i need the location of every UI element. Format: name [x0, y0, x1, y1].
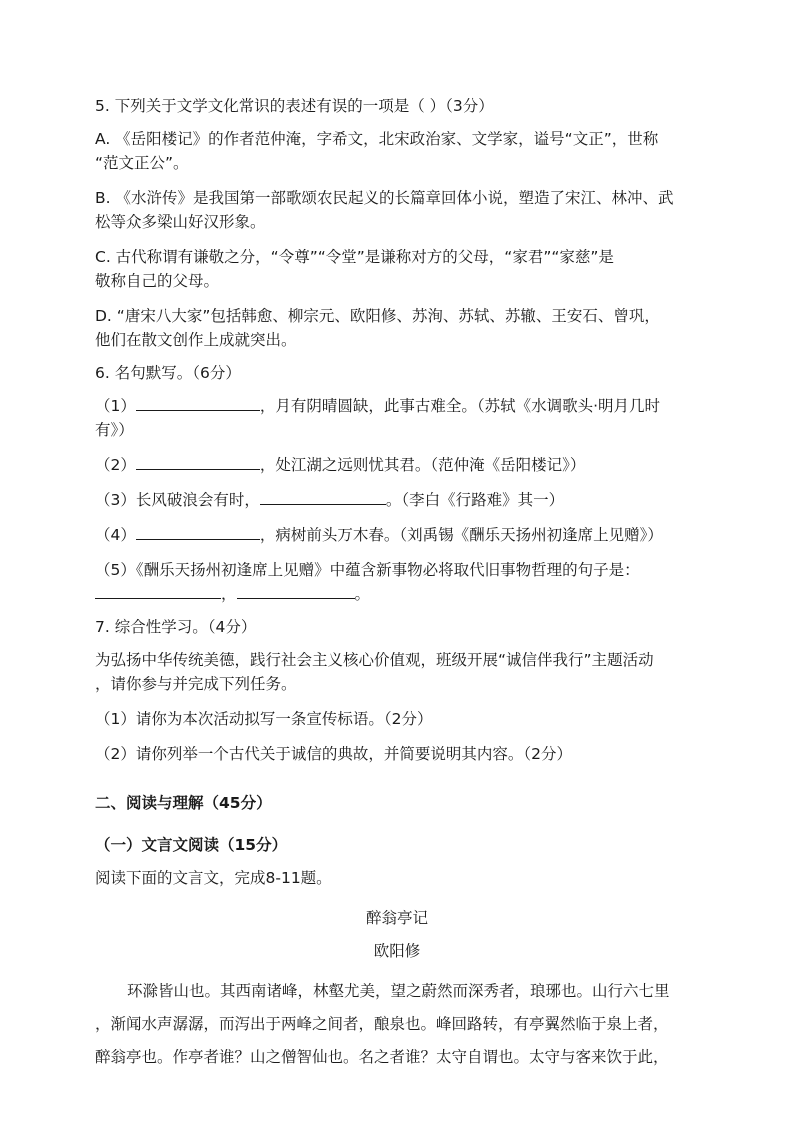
- question-7-task-2: （2）请你列举一个古代关于诚信的典故，并简要说明其内容。（2分）: [95, 745, 572, 763]
- dictation-blank-1[interactable]: [136, 394, 260, 411]
- dictation-item-2-text: ，处江湖之远则忧其君。（范仲淹《岳阳楼记》）: [259, 456, 586, 474]
- question-7-intro-line2: ，请你参与并完成下列任务。: [95, 675, 297, 693]
- dictation-item-5-blanks: [95, 582, 699, 606]
- question-5-stem: 5. 下列关于文学文化常识的表述有误的一项是（ ）（3分）: [95, 97, 494, 115]
- dictation-item-5-separator: ，: [221, 585, 237, 603]
- dictation-blank-4[interactable]: [136, 523, 260, 540]
- dictation-item-1-continued: 有》）: [95, 421, 134, 439]
- dictation-blank-5b[interactable]: [237, 582, 355, 599]
- passage-line-1: 环滁皆山也。其西南诸峰，林壑尤美，望之蔚然而深秀者，琅琊也。山行六七里: [127, 982, 670, 1000]
- dictation-blank-2[interactable]: [136, 453, 260, 470]
- option-c-line2: 敬称自己的父母。: [95, 272, 220, 290]
- passage-author: 欧阳修: [373, 942, 421, 960]
- question-7-stem: 7. 综合性学习。（4分）: [95, 618, 257, 636]
- option-b-line1: B. 《水浒传》是我国第一部歌颂农民起义的长篇章回体小说，塑造了宋江、林冲、武: [95, 189, 674, 207]
- reading-instruction: 阅读下面的文言文，完成8-11题。: [95, 869, 332, 887]
- subsection-1-title: （一）文言文阅读（15分）: [95, 836, 288, 854]
- dictation-item-4-number: （4）: [95, 526, 136, 544]
- dictation-item-5: （5）《酬乐天扬州初逢席上见赠》中蕴含新事物必将取代旧事物哲理的句子是：: [95, 561, 640, 579]
- passage-line-3: 醉翁亭也。作亭者谁？山之僧智仙也。名之者谁？太守自谓也。太守与客来饮于此，: [95, 1048, 669, 1066]
- dictation-item-4: [95, 523, 699, 547]
- dictation-item-2: [95, 453, 699, 477]
- dictation-item-1: [95, 394, 699, 418]
- dictation-item-4-text: ，病树前头万木春。（刘禹锡《酬乐天扬州初逢席上见赠》）: [259, 526, 663, 544]
- option-d-line1: D. “唐宋八大家”包括韩愈、柳宗元、欧阳修、苏洵、苏轼、苏辙、王安石、曾巩，: [95, 307, 660, 325]
- option-d-line2: 他们在散文创作上成就突出。: [95, 331, 297, 349]
- question-6-stem: 6. 名句默写。（6分）: [95, 364, 241, 382]
- dictation-item-2-number: （2）: [95, 456, 136, 474]
- question-7-intro-line1: 为弘扬中华传统美德，践行社会主义核心价值观，班级开展“诚信伴我行”主题活动: [95, 651, 654, 669]
- dictation-blank-5a[interactable]: [95, 582, 221, 599]
- option-a-line2: “范文正公”。: [95, 154, 189, 172]
- passage-line-2: ，渐闻水声潺潺，而泻出于两峰之间者，酿泉也。峰回路转，有亭翼然临于泉上者，: [95, 1015, 669, 1033]
- passage-title: 醉翁亭记: [365, 909, 428, 927]
- option-c-line1: C. 古代称谓有谦敬之分，“令尊”“令堂”是谦称对方的父母，“家君”“家慈”是: [95, 248, 614, 266]
- dictation-item-1-text: ，月有阴晴圆缺，此事古难全。（苏轼《水调歌头·明月几时: [259, 397, 661, 415]
- question-7-task-1: （1）请你为本次活动拟写一条宣传标语。（2分）: [95, 710, 433, 728]
- option-b-line2: 松等众多梁山好汉形象。: [95, 213, 266, 231]
- dictation-item-3-text: （3）长风破浪会有时，: [95, 491, 260, 509]
- section-2-title: 二、阅读与理解（45分）: [95, 794, 272, 812]
- dictation-item-1-number: （1）: [95, 397, 136, 415]
- dictation-item-3: [95, 488, 699, 512]
- dictation-blank-3[interactable]: [260, 488, 386, 505]
- dictation-item-5-end: 。: [354, 585, 371, 603]
- option-a-line1: A. 《岳阳楼记》的作者范仲淹，字希文，北宋政治家、文学家，谥号“文正”，世称: [95, 130, 659, 148]
- dictation-item-3-tail: 。（李白《行路难》其一）: [385, 491, 565, 509]
- exam-page: [95, 94, 699, 1069]
